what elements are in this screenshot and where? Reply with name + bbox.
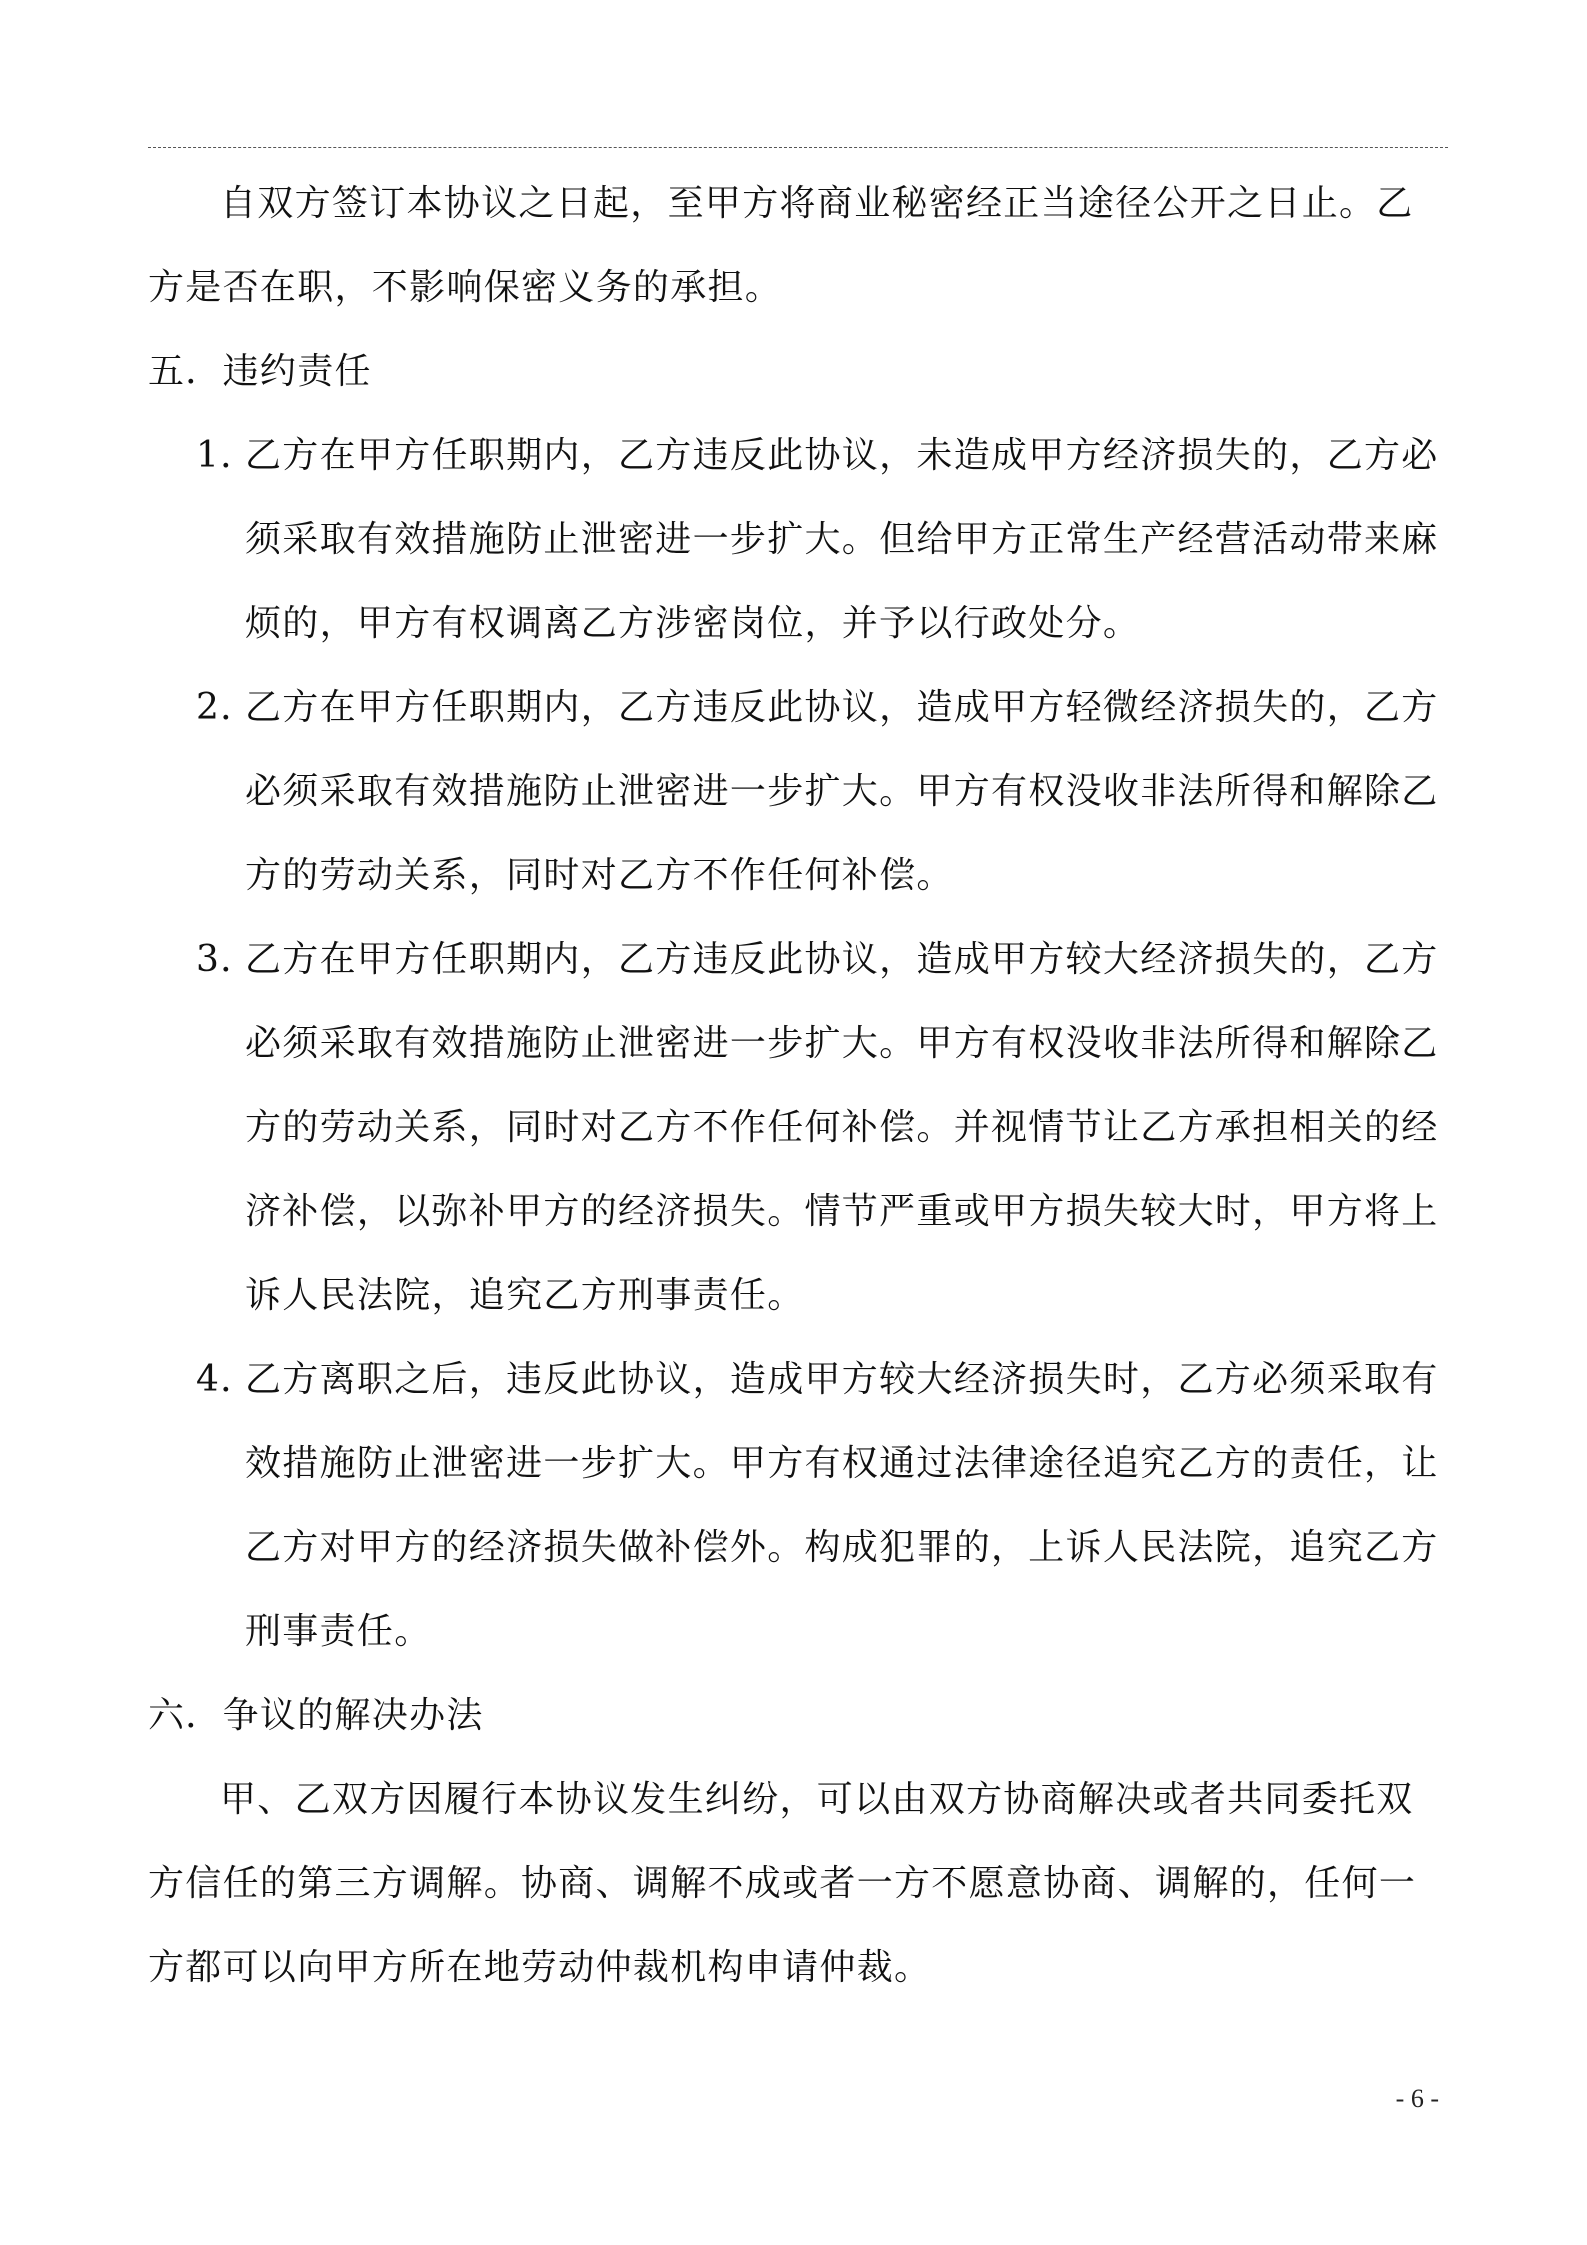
- list-item: [148, 666, 1448, 918]
- list-item: [148, 918, 1448, 1338]
- document-body: [148, 162, 1448, 2010]
- list-item-text: 乙方在甲方任职期内，乙方违反此协议，造成甲方轻微经济损失的，乙方必须采取有效措施防止泄密进一步扩大。甲方有权没收非法所得和解除乙方的劳动关系，同时对乙方不作任何补偿。: [245, 687, 1439, 896]
- header-rule: [148, 147, 1448, 148]
- list-item-number: 2．: [196, 687, 258, 728]
- dispute-resolution-paragraph: 甲、乙双方因履行本协议发生纠纷，可以由双方协商解决或者共同委托双方信任的第三方调解。协商、调解不成或者一方不愿意协商、调解的，任何一方都可以向甲方所在地劳动仲裁机构申请仲裁。: [148, 1779, 1417, 1988]
- list-item: [148, 1338, 1448, 1674]
- page-number: - 6 -: [1395, 2084, 1439, 2113]
- list-item-text: 乙方在甲方任职期内，乙方违反此协议，造成甲方较大经济损失的，乙方必须采取有效措施防止泄密进一步扩大。甲方有权没收非法所得和解除乙方的劳动关系，同时对乙方不作任何补偿。并视情节让乙方承担相关的经济补偿，以弥补甲方的经济损失。情节严重或甲方损失较大时，甲方将上诉人民法院，追究乙方刑事责任。: [245, 939, 1439, 1316]
- list-item-text: 乙方在甲方任职期内，乙方违反此协议，未造成甲方经济损失的，乙方必须采取有效措施防止泄密进一步扩大。但给甲方正常生产经营活动带来麻烦的，甲方有权调离乙方涉密岗位，并予以行政处分。: [245, 435, 1439, 644]
- list-item: [148, 414, 1448, 666]
- list-item-text: 乙方离职之后，违反此协议，造成甲方较大经济损失时，乙方必须采取有效措施防止泄密进一步扩大。甲方有权通过法律途径追究乙方的责任，让乙方对甲方的经济损失做补偿外。构成犯罪的，上诉人民法院，追究乙方刑事责任。: [245, 1359, 1439, 1652]
- list-item-number: 3．: [196, 939, 258, 980]
- confidentiality-period-paragraph: 自双方签订本协议之日起，至甲方将商业秘密经正当途径公开之日止。乙方是否在职，不影响保密义务的承担。: [148, 183, 1414, 308]
- list-item-number: 1．: [196, 435, 258, 476]
- section-6-heading: 六．争议的解决办法: [148, 1695, 484, 1736]
- list-item-number: 4．: [196, 1359, 258, 1400]
- section-5-heading: 五．违约责任: [148, 351, 372, 392]
